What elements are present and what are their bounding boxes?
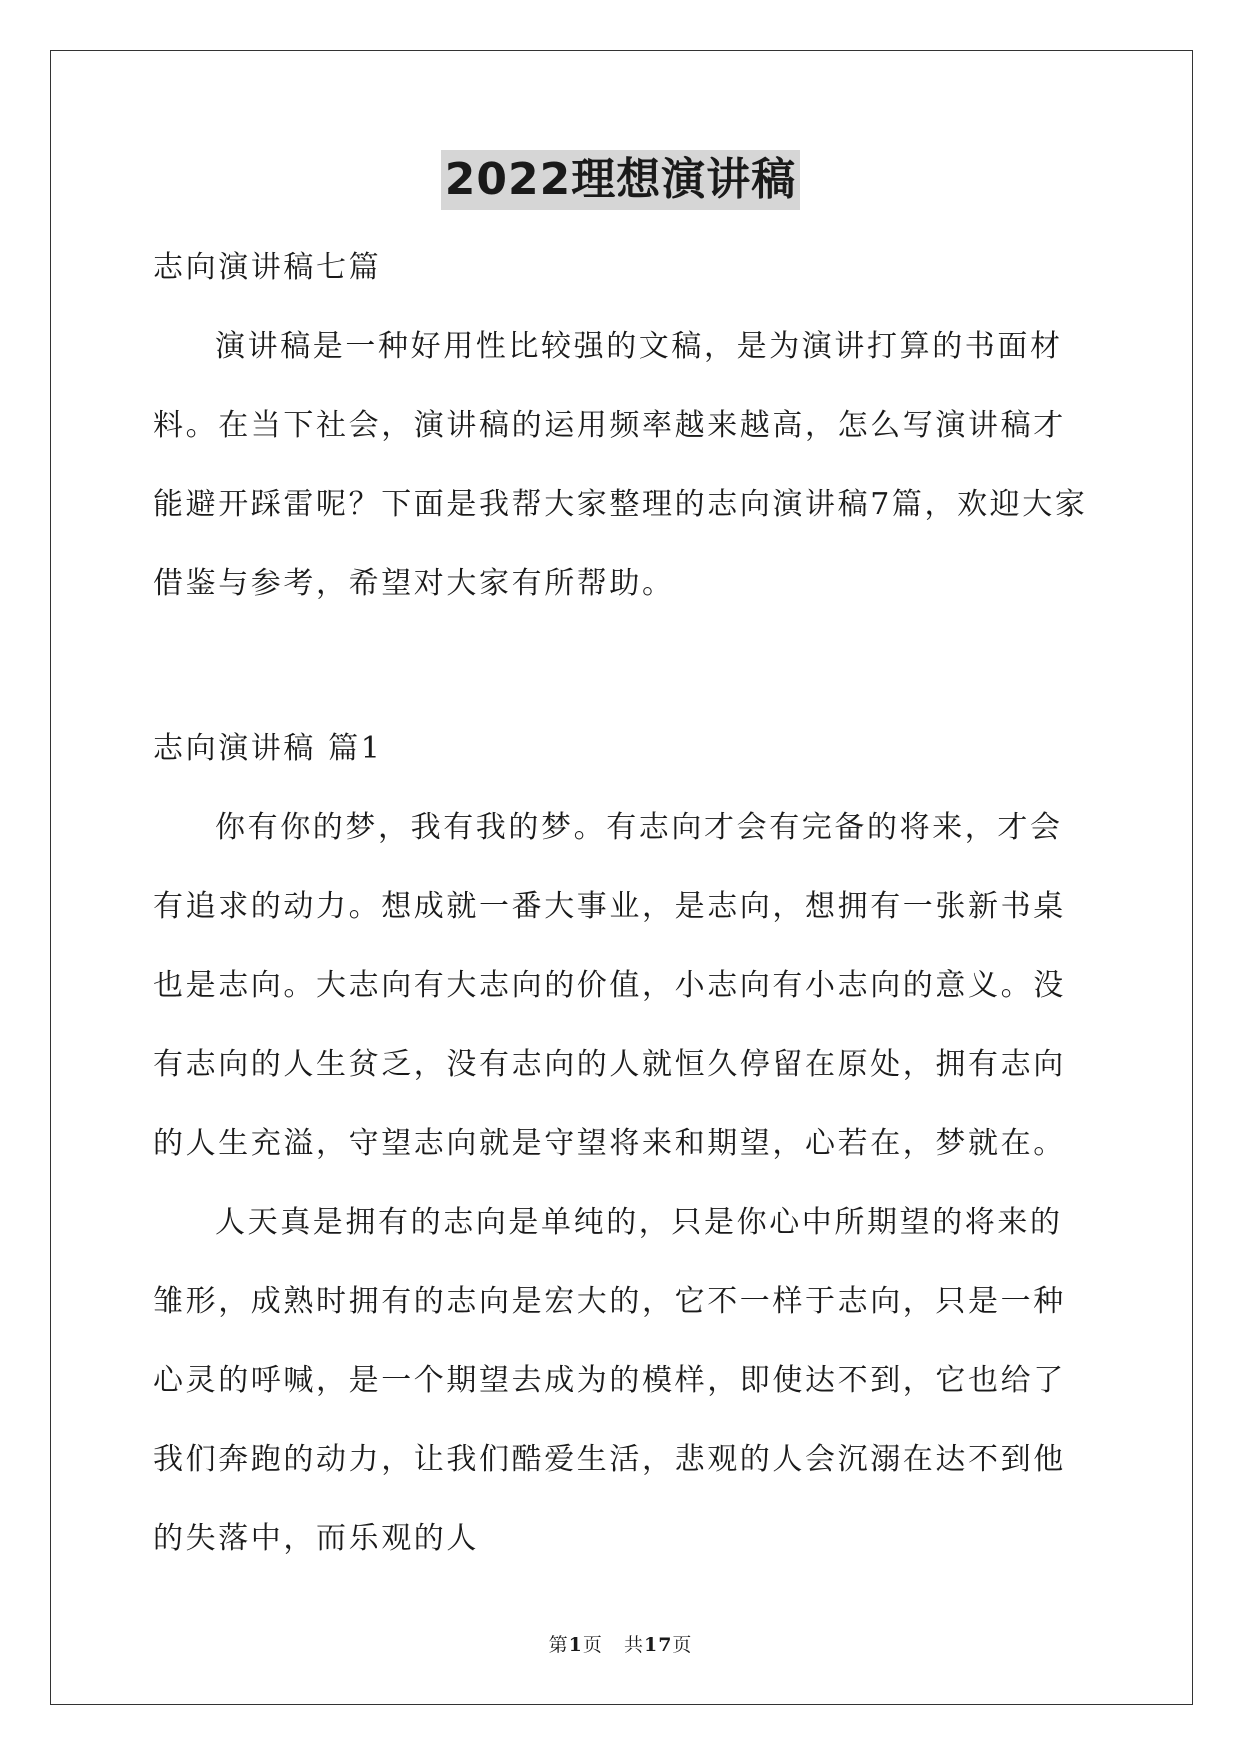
section-gap: [153, 623, 1093, 709]
document-body: [153, 228, 1093, 1578]
footer-total-suffix: 页: [672, 1634, 693, 1656]
intro-paragraph: 演讲稿是一种好用性比较强的文稿，是为演讲打算的书面材料。在当下社会，演讲稿的运用频率越来越高，怎么写演讲稿才能避开踩雷呢？下面是我帮大家整理的志向演讲稿7篇，欢迎大家借鉴与参考，希望对大家有所帮助。: [153, 329, 1088, 601]
footer-page-number: 1: [568, 1634, 583, 1656]
page-footer: [0, 1630, 1241, 1657]
body-paragraph-1: 你有你的梦，我有我的梦。有志向才会有完备的将来，才会有追求的动力。想成就一番大事业，是志向，想拥有一张新书桌也是志向。大志向有大志向的价值，小志向有小志向的意义。没有志向的人生贫乏，没有志向的人就恒久停留在原处，拥有志向的人生充溢，守望志向就是守望将来和期望，心若在，梦就在。: [153, 810, 1066, 1161]
footer-total-pages: 17: [643, 1634, 673, 1656]
title-wrapper: [0, 150, 1241, 210]
body-paragraph-2: 人天真是拥有的志向是单纯的，只是你心中所期望的将来的雏形，成熟时拥有的志向是宏大的，它不一样于志向，只是一种心灵的呼喊，是一个期望去成为的模样，即使达不到，它也给了我们奔跑的动力，让我们酷爱生活，悲观的人会沉溺在达不到他的失落中，而乐观的人: [153, 1205, 1066, 1556]
document-title: 2022理想演讲稿: [441, 150, 800, 210]
footer-page-suffix: 页: [582, 1634, 603, 1656]
section-heading: 志向演讲稿 篇1: [153, 731, 383, 766]
document-subtitle: 志向演讲稿七篇: [153, 250, 382, 285]
footer-prefix: 第: [548, 1634, 569, 1656]
footer-total-prefix: 共: [623, 1634, 644, 1656]
